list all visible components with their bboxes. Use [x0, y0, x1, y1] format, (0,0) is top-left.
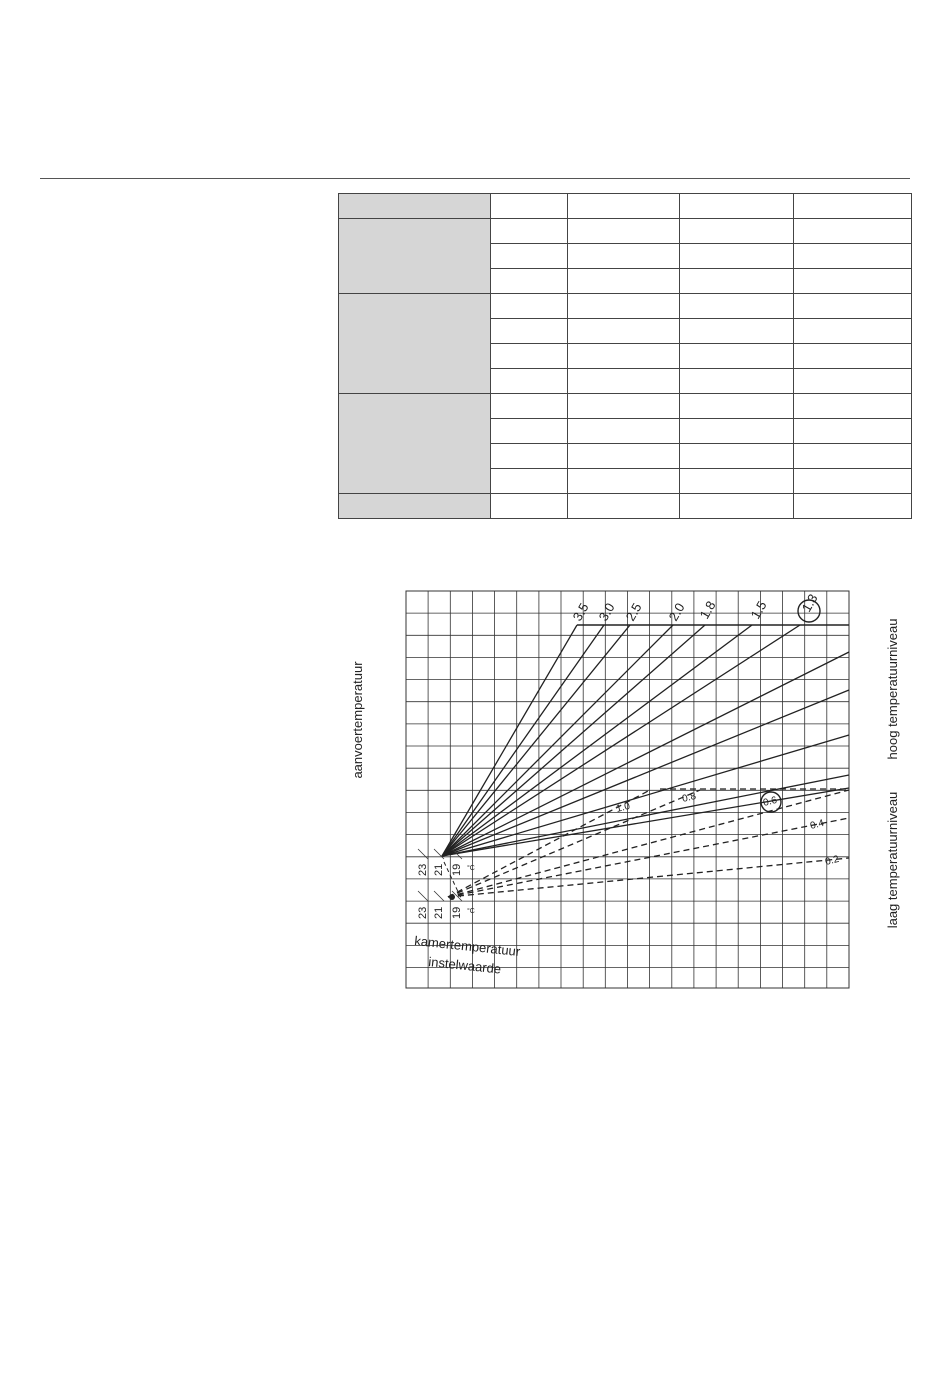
- high-level-curve-line: [442, 625, 604, 856]
- curve-label: 2.5: [622, 600, 645, 624]
- high-level-curve-line: [442, 625, 800, 856]
- high-level-curve-line: [442, 625, 705, 856]
- curve-label: 1.3: [798, 591, 821, 615]
- room-temp-tick-label: 23: [417, 906, 429, 919]
- curve-label: 0.4: [809, 817, 826, 832]
- room-temp-ticks: [417, 849, 475, 919]
- room-temp-tick-label: 19: [451, 863, 463, 876]
- curve-label: 0.8: [681, 790, 698, 805]
- curve-labels: [570, 591, 841, 868]
- low-level-curve-line: [448, 818, 849, 897]
- curve-label: 3.0: [595, 600, 618, 624]
- low-level-curve-line: [448, 858, 849, 897]
- left-axis-label: aanvoertemperatuur: [350, 661, 365, 779]
- curve-label: 1.5: [747, 598, 770, 622]
- curve-label: 3.5: [569, 600, 592, 624]
- room-temp-tick-label: 23: [417, 863, 429, 876]
- high-level-curve-line: [442, 690, 849, 856]
- tick-hatch: [434, 891, 444, 901]
- curve-label: 1.0: [615, 800, 632, 815]
- high-level-curve-line: [442, 625, 752, 856]
- origin-marker: [449, 894, 455, 900]
- high-level-curves: [442, 625, 849, 856]
- right-top-axis-label: hoog temperatuurniveau: [885, 618, 900, 760]
- room-temp-tick-label: 19: [451, 906, 463, 919]
- curve-label: 2.0: [665, 600, 688, 624]
- right-bottom-axis-label: laag temperatuurniveau: [885, 791, 900, 929]
- tick-hatch: [418, 891, 428, 901]
- high-level-curve-line: [442, 625, 630, 856]
- curve-label: 0.2: [824, 853, 841, 868]
- setpoint-label: instelwaarde: [427, 954, 502, 977]
- high-level-curve-line: [442, 652, 849, 856]
- unit-label: °C: [467, 865, 475, 872]
- tick-hatch: [418, 849, 428, 859]
- high-level-curve-line: [442, 788, 849, 856]
- room-temperature-label: kamertemperatuur: [413, 933, 521, 960]
- curve-label: 0.6: [762, 794, 779, 809]
- unit-label: °C: [467, 908, 475, 915]
- room-temp-tick-label: 21: [433, 906, 445, 919]
- room-temp-tick-label: 21: [433, 863, 445, 876]
- curve-label: 1.8: [696, 598, 719, 622]
